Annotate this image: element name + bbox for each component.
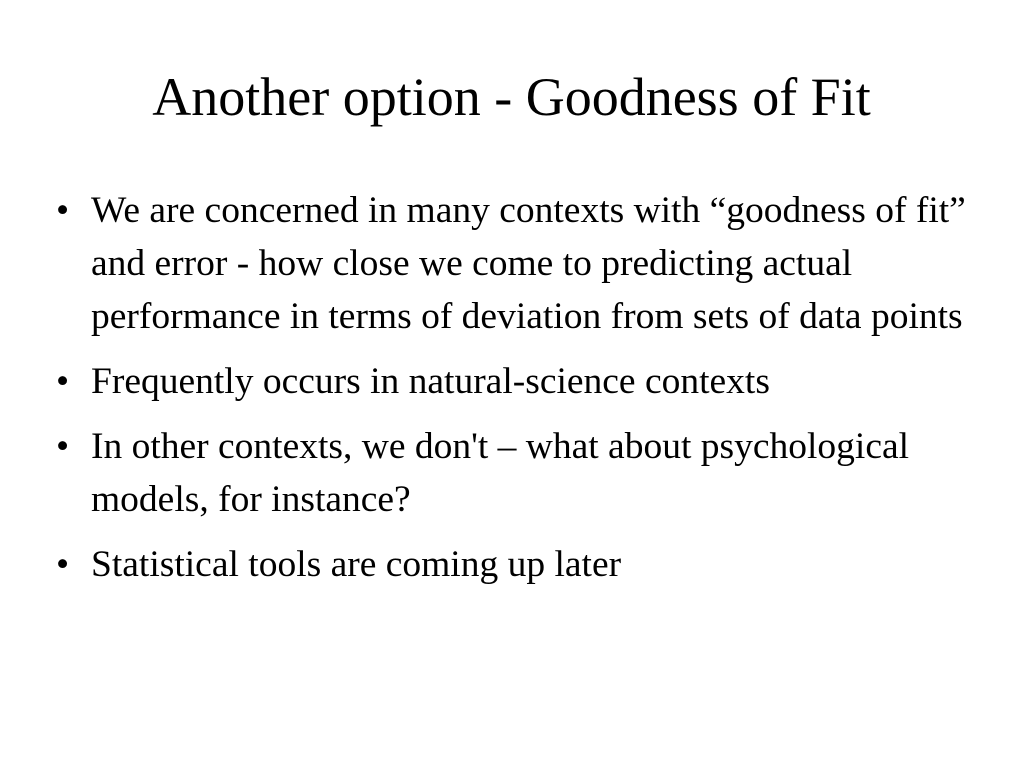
bullet-text: Frequently occurs in natural-science contexts (91, 361, 770, 402)
slide-title: Another option - Goodness of Fit (152, 67, 871, 127)
bullet-list (56, 184, 976, 603)
bullet-item (56, 184, 976, 343)
bullet-dot-icon: • (56, 361, 70, 402)
bullet-text: Statistical tools are coming up later (91, 544, 622, 585)
bullet-text: We are concerned in many contexts with “goodness of fit” and error - how close we come to predicting actual performance in terms of deviation from sets of data points (91, 190, 966, 337)
bullet-text: In other contexts, we don't – what about psychological models, for instance? (91, 426, 910, 520)
bullet-dot-icon: • (56, 426, 70, 467)
bullet-item (56, 420, 976, 526)
bullet-item (56, 538, 976, 591)
bullet-item (56, 355, 976, 408)
bullet-dot-icon: • (56, 190, 70, 231)
bullet-dot-icon: • (56, 544, 70, 585)
